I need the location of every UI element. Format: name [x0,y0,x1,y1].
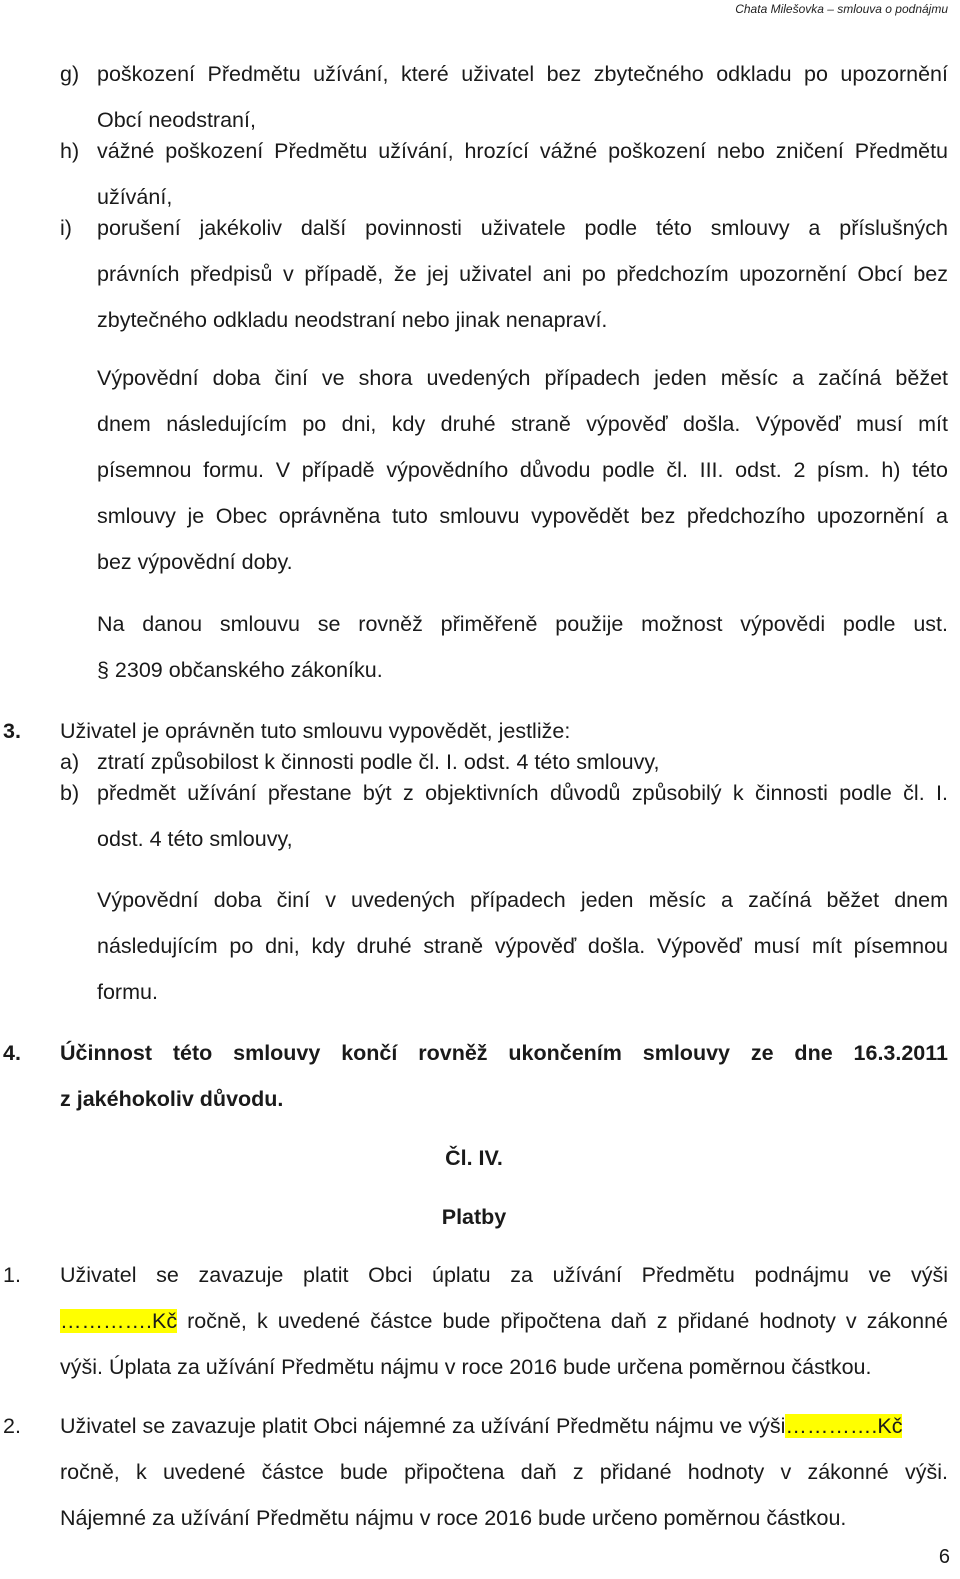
section-3-notice-line-3: formu. [97,980,158,1004]
item-h-line1: vážné poškození Předmětu užívání, hrozící vážné poškození nebo zničení Předmětu [97,139,948,163]
item-g-marker: g) [60,62,80,86]
payment-1-line1: Uživatel se zavazuje platit Obci úplatu za užívání Předmětu podnájmu ve výši [60,1263,948,1287]
item-i-marker: i) [60,216,72,240]
section-3-intro: Uživatel je oprávněn tuto smlouvu vypovědět, jestliže: [60,719,571,743]
page-number: 6 [938,1546,950,1568]
section-3-b-line1: předmět užívání přestane být z objektivních důvodů způsobilý k činnosti podle čl. I. [97,781,948,805]
payment-1-amount-blank: ………….Kč [60,1309,178,1333]
payment-2-line1-text: Uživatel se zavazuje platit Obci nájemné za užívání Předmětu nájmu ve výši [60,1414,786,1438]
payment-1-line3: výši. Úplata za užívání Předmětu nájmu v roce 2016 bude určena poměrnou částkou. [60,1355,872,1379]
notice-line-5: bez výpovědní doby. [97,550,293,574]
section-3-number: 3. [3,719,21,743]
section-3-a-text: ztratí způsobilost k činnosti podle čl. I. odst. 4 této smlouvy, [97,750,660,774]
page-header: Chata Milešovka – smlouva o podnájmu [735,2,948,16]
payment-1-line2 [60,1309,948,1334]
item-h-line2: užívání, [97,185,173,209]
article-title: Platby [441,1205,507,1229]
payment-1-line2-rest: ročně, k uvedené částce bude připočtena daň z přidané hodnoty v zákonné [177,1309,948,1333]
item-i-line2: právních předpisů v případě, že jej uživatel ani po předchozím upozornění Obcí bez [97,262,948,286]
civil-code-line-2: § 2309 občanského zákoníku. [97,658,383,682]
section-3-b-line2: odst. 4 této smlouvy, [97,827,293,851]
section-3-notice-line-1: Výpovědní doba činí v uvedených případech jeden měsíc a začíná běžet dnem [97,888,948,912]
section-3-b-marker: b) [60,781,80,805]
notice-line-4: smlouvy je Obec oprávněna tuto smlouvu vypovědět bez předchozího upozornění a [97,504,948,528]
item-g-line2: Obcí neodstraní, [97,108,256,132]
notice-line-3: písemnou formu. V případě výpovědního důvodu podle čl. III. odst. 2 písm. h) této [97,458,948,482]
payment-2-line3: Nájemné za užívání Předmětu nájmu v roce 2016 bude určeno poměrnou částkou. [60,1506,847,1530]
notice-line-1: Výpovědní doba činí ve shora uvedených případech jeden měsíc a začíná běžet [97,366,948,390]
payment-2-number: 2. [3,1414,21,1438]
section-4-line1: Účinnost této smlouvy končí rovněž ukončením smlouvy ze dne 16.3.2011 [60,1041,948,1065]
item-i-line3: zbytečného odkladu neodstraní nebo jinak nenapraví. [97,308,608,332]
item-i-line1: porušení jakékoliv další povinnosti uživatele podle této smlouvy a příslušných [97,216,948,240]
civil-code-line-1: Na danou smlouvu se rovněž přiměřeně použije možnost výpovědi podle ust. [97,612,948,636]
payment-2-line2: ročně, k uvedené částce bude připočtena daň z přidané hodnoty v zákonné výši. [60,1460,948,1484]
payment-2-line1 [60,1414,902,1439]
payment-2-amount-blank: ………….Kč [785,1414,903,1438]
item-h-marker: h) [60,139,80,163]
notice-line-2: dnem následujícím po dni, kdy druhé straně výpověď došla. Výpověď musí mít [97,412,948,436]
section-3-a-marker: a) [60,750,80,774]
item-g-line1: poškození Předmětu užívání, které uživatel bez zbytečného odkladu po upozornění [97,62,948,86]
payment-1-number: 1. [3,1263,21,1287]
section-4-line2: z jakéhokoliv důvodu. [60,1087,284,1111]
section-3-notice-line-2: následujícím po dni, kdy druhé straně výpověď došla. Výpověď musí mít písemnou [97,934,948,958]
article-number: Čl. IV. [445,1146,503,1170]
section-4-number: 4. [3,1041,21,1065]
